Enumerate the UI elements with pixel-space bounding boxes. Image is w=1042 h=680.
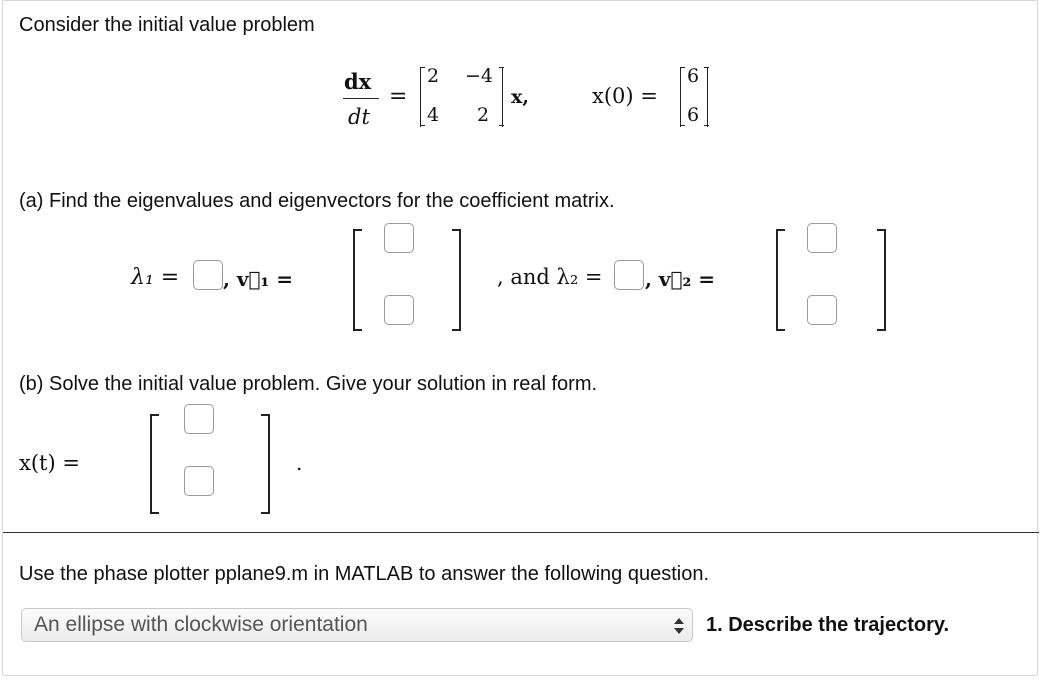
lambda2-input[interactable]	[614, 260, 644, 290]
trajectory-select[interactable]	[21, 608, 693, 642]
problem-card	[2, 0, 1038, 676]
xt-bracket-right-top	[261, 414, 270, 416]
period: .	[296, 451, 303, 475]
initial-condition-label: x(0) =	[592, 84, 658, 108]
v2-bracket-left-top	[776, 229, 785, 231]
v1-bracket-right-bottom	[452, 329, 461, 331]
v2-bracket-right-bottom	[877, 329, 886, 331]
select-updown-icon	[672, 616, 686, 636]
question-1	[706, 614, 949, 637]
lambda2-label: , and λ₂ =	[497, 265, 603, 289]
xt-bracket-left	[150, 414, 152, 514]
matrix-bracket-left-bottom	[420, 125, 425, 126]
v1-component-1-input[interactable]	[384, 223, 414, 253]
ic-bracket-right-bottom	[704, 125, 709, 126]
ic-bracket-left-top	[680, 67, 685, 68]
v1-bracket-left-bottom	[353, 329, 362, 331]
vector-x: x,	[511, 86, 529, 108]
fraction-numerator: dx	[344, 69, 372, 94]
lambda1-input[interactable]	[193, 260, 223, 290]
v2-component-2-input[interactable]	[807, 295, 837, 325]
matrix-bracket-right-bottom	[499, 125, 504, 126]
equals-sign: =	[389, 84, 408, 109]
matrix-cell: 2	[427, 65, 440, 87]
ic-bracket-left	[680, 67, 681, 127]
matrix-bracket-right	[502, 67, 503, 127]
fraction-denominator: dt	[348, 105, 370, 129]
v1-label: , v⃗₁ =	[223, 267, 294, 291]
fraction-bar	[343, 98, 379, 99]
matrix-cell: −4	[465, 65, 494, 87]
xt-component-2-input[interactable]	[184, 466, 214, 496]
v2-bracket-right-top	[877, 229, 886, 231]
pplane-instruction: Use the phase plotter pplane9.m in MATLAB to answer the following question.	[19, 563, 710, 585]
v2-bracket-left-bottom	[776, 329, 785, 331]
ic-bracket-left-bottom	[680, 125, 685, 126]
matrix-cell: 2	[477, 104, 490, 126]
v1-bracket-left	[353, 229, 355, 331]
v2-label: , v⃗₂ =	[645, 267, 716, 291]
select-value: An ellipse with clockwise orientation	[34, 613, 368, 636]
v1-bracket-right	[459, 229, 461, 331]
question-1-text: 1. Describe the trajectory.	[706, 614, 950, 636]
section-divider	[3, 532, 1039, 533]
v1-component-2-input[interactable]	[384, 295, 414, 325]
v2-bracket-left	[776, 229, 778, 331]
part-a-prompt: (a) Find the eigenvalues and eigenvectors for the coefficient matrix.	[19, 190, 615, 212]
ic-bracket-right	[707, 67, 708, 127]
v1-bracket-right-top	[452, 229, 461, 231]
ic-cell: 6	[687, 104, 700, 126]
xt-component-1-input[interactable]	[184, 404, 214, 434]
xt-label: x(t) =	[19, 451, 80, 475]
part-b-prompt: (b) Solve the initial value problem. Give your solution in real form.	[19, 373, 598, 395]
intro-text: Consider the initial value problem	[19, 14, 315, 36]
xt-bracket-right	[268, 414, 270, 514]
v2-bracket-right	[884, 229, 886, 331]
xt-bracket-left-bottom	[150, 512, 159, 514]
matrix-cell: 4	[427, 104, 440, 126]
ic-cell: 6	[687, 65, 700, 87]
xt-bracket-right-bottom	[261, 512, 270, 514]
matrix-bracket-left	[420, 67, 421, 127]
matrix-bracket-right-top	[499, 67, 504, 68]
xt-bracket-left-top	[150, 414, 159, 416]
lambda1-label: λ₁ =	[131, 265, 180, 290]
v1-bracket-left-top	[353, 229, 362, 231]
v2-component-1-input[interactable]	[807, 223, 837, 253]
ic-bracket-right-top	[704, 67, 709, 68]
matrix-bracket-left-top	[420, 67, 425, 68]
